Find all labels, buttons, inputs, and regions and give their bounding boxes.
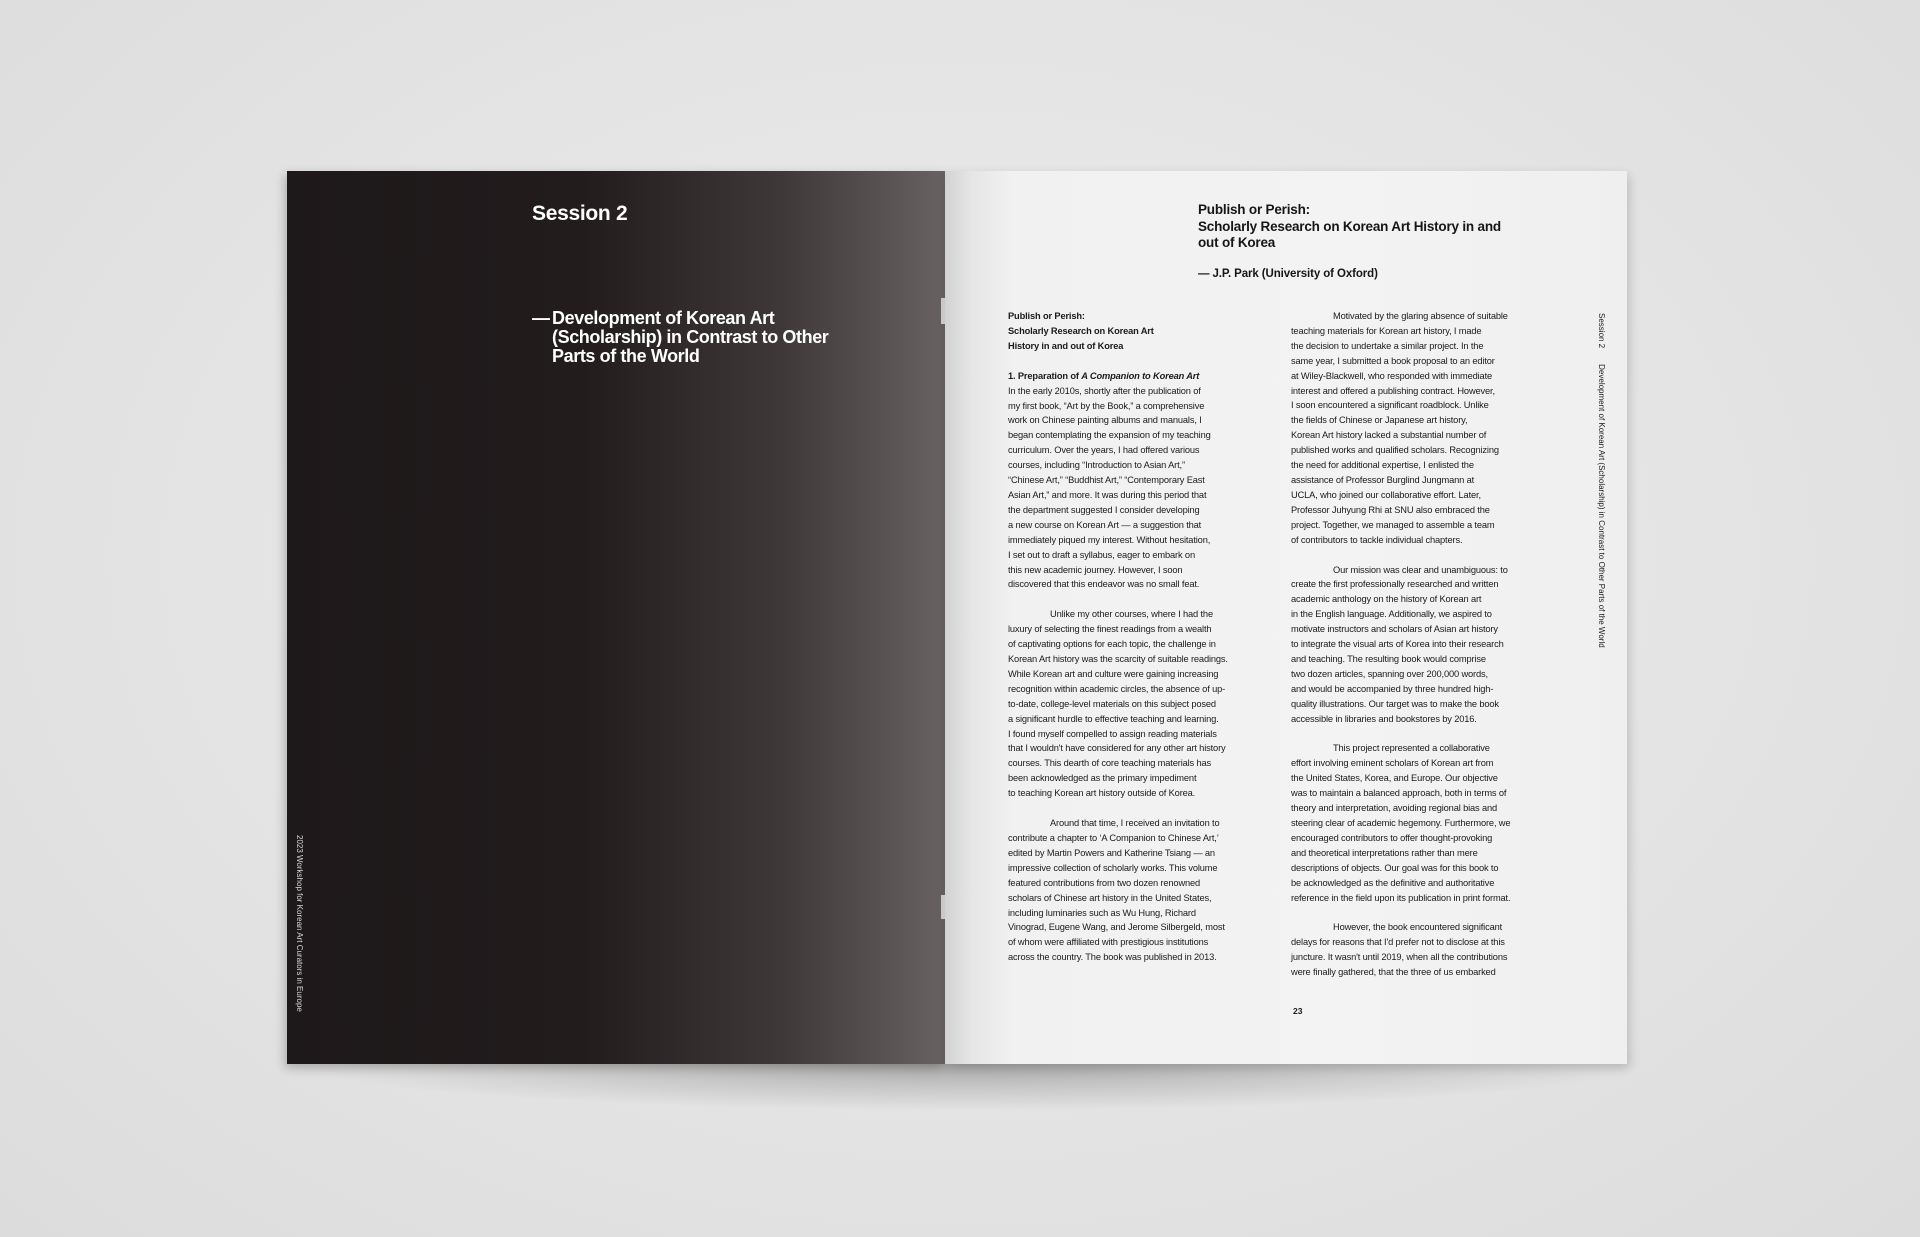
text-line: While Korean art and culture were gaining increasing: [1008, 668, 1219, 679]
text-line: courses. This dearth of core teaching materials has: [1008, 758, 1212, 769]
text-line: courses, including “Introduction to Asian Art,”: [1008, 460, 1185, 471]
text-line: This project represented a collaborative: [1333, 743, 1490, 754]
text-line: been acknowledged as the primary impediment: [1008, 773, 1197, 784]
text-line: to integrate the visual arts of Korea into their research: [1291, 639, 1504, 650]
paragraph: [1291, 563, 1563, 727]
page-number: 23: [1293, 1006, 1303, 1016]
text-line: be acknowledged as the definitive and authoritative: [1291, 877, 1495, 888]
text-line: I soon encountered a significant roadblock. Unlike: [1291, 400, 1489, 411]
page-edge-tab: [941, 298, 945, 324]
text-line: published works and qualified scholars. Recognizing: [1291, 445, 1499, 456]
text-line: reference in the field upon its publication in print format.: [1291, 892, 1511, 903]
text-line: steering clear of academic hegemony. Furthermore, we: [1291, 818, 1511, 828]
text-line: a new course on Korean Art — a suggestion that: [1008, 519, 1202, 530]
paragraph: [1008, 816, 1283, 965]
text-line: assistance of Professor Burglind Jungmann at: [1291, 474, 1475, 485]
text-line: In the early 2010s, shortly after the publication of: [1008, 385, 1201, 396]
text-line: Motivated by the glaring absence of suitable: [1333, 311, 1508, 321]
text-line: Vinograd, Eugene Wang, and Jerome Silbergeld, most: [1008, 922, 1225, 933]
spine-text-right: [1595, 313, 1607, 648]
text-line: the department suggested I consider developing: [1008, 504, 1200, 515]
left-page: [287, 171, 945, 1064]
text-line: recognition within academic circles, the absence of up-: [1008, 683, 1226, 694]
spine-session: Session 2: [1597, 313, 1606, 349]
article-author: — J.P. Park (University of Oxford): [1198, 268, 1378, 280]
text-line: scholars of Chinese art history in the United States,: [1008, 892, 1212, 903]
text-line: the decision to undertake a similar project. In the: [1291, 340, 1484, 351]
text-line: create the first professionally researched and written: [1291, 579, 1499, 590]
text-line: in the English language. Additionally, we aspired to: [1291, 609, 1492, 620]
text-line: curriculum. Over the years, I had offered various: [1008, 445, 1200, 456]
text-line: including luminaries such as Wu Hung, Richard: [1008, 907, 1196, 918]
text-line: descriptions of objects. Our goal was for this book to: [1291, 862, 1499, 873]
text-line: interest and offered a publishing contract. However,: [1291, 385, 1495, 396]
text-line: and teaching. The resulting book would comprise: [1291, 653, 1486, 664]
text-line: my first book, “Art by the Book,” a comprehensive: [1008, 400, 1205, 411]
text-line: I found myself compelled to assign reading materials: [1008, 728, 1217, 739]
text-line: Unlike my other courses, where I had the: [1050, 609, 1213, 620]
spine-chapter: Development of Korean Art (Scholarship) in Contrast to Other Parts of the World: [1597, 364, 1606, 648]
text-line: encouraged contributors to offer thought-provoking: [1291, 832, 1493, 843]
text-line: across the country. The book was published in 2013.: [1008, 952, 1217, 963]
text-line: teaching materials for Korean art history, I made: [1291, 325, 1482, 336]
text-line: two dozen articles, spanning over 200,000 words,: [1291, 668, 1488, 679]
text-line: at Wiley-Blackwell, who responded with immediate: [1291, 370, 1493, 381]
text-line: Around that time, I received an invitation to: [1050, 818, 1220, 829]
text-line: contribute a chapter to ‘A Companion to Chinese Art,’: [1008, 833, 1219, 843]
spine-text-left: 2023 Workshop for Korean Art Curators in Europe: [295, 835, 304, 1012]
text-line: of contributors to tackle individual chapters.: [1291, 534, 1463, 545]
text-line: I set out to draft a syllabus, eager to embark on: [1008, 549, 1195, 560]
text-line: Korean Art history lacked a substantial number of: [1291, 430, 1487, 441]
text-line: effort involving eminent scholars of Korean art from: [1291, 758, 1494, 769]
text-line: delays for reasons that I'd prefer not to disclose at this: [1291, 937, 1505, 948]
text-line: edited by Martin Powers and Katherine Tsiang — an: [1008, 847, 1215, 858]
paragraph: [1291, 920, 1563, 980]
chapter-heading-text: Development of Korean Art (Scholarship) in Contrast to Other Parts of the World: [552, 308, 829, 366]
article-title: Publish or Perish: Scholarly Research on Korean Art History in and out of Korea: [1198, 202, 1501, 250]
page-edge-tab: [941, 895, 945, 919]
text-line: and would be accompanied by three hundred high-: [1291, 683, 1494, 694]
paragraph: [1008, 384, 1283, 593]
section-heading: [1008, 369, 1283, 384]
text-line: featured contributions from two dozen renowned: [1008, 877, 1201, 888]
text-line: immediately piqued my interest. Without hesitation,: [1008, 534, 1211, 545]
text-line: to teaching Korean art history outside of Korea.: [1008, 788, 1196, 799]
text-line: project. Together, we managed to assemble a team: [1291, 519, 1495, 530]
text-line: “Chinese Art,” “Buddhist Art,” “Contemporary East: [1008, 475, 1205, 486]
paragraph: [1291, 741, 1563, 905]
text-line: Professor Juhyung Rhi at SNU also embraced the: [1291, 504, 1490, 515]
text-line: Asian Art,” and more. It was during this period that: [1008, 489, 1207, 500]
column-heading-line: History in and out of Korea: [1008, 340, 1124, 351]
text-column-right: [1291, 309, 1563, 980]
chapter-dash: —: [532, 308, 550, 328]
text-line: work on Chinese painting albums and manuals, I: [1008, 415, 1202, 426]
text-line: same year, I submitted a book proposal to an editor: [1291, 355, 1495, 366]
text-line: to-date, college-level materials on this subject posed: [1008, 698, 1216, 709]
text-line: were finally gathered, that the three of us embarked: [1291, 967, 1496, 978]
text-line: juncture. It wasn't until 2019, when all the contributions: [1291, 952, 1508, 963]
text-line: of captivating options for each topic, the challenge in: [1008, 639, 1216, 650]
text-line: quality illustrations. Our target was to make the book: [1291, 698, 1499, 709]
text-line: impressive collection of scholarly works. This volume: [1008, 862, 1218, 873]
text-line: academic anthology on the history of Korean art: [1291, 594, 1482, 605]
text-line: the need for additional expertise, I enlisted the: [1291, 460, 1474, 471]
column-heading-line: Publish or Perish:: [1008, 311, 1085, 321]
text-line: of whom were affiliated with prestigious institutions: [1008, 937, 1209, 948]
text-line: UCLA, who joined our collaborative effort. Later,: [1291, 489, 1481, 500]
text-line: was to maintain a balanced approach, both in terms of: [1291, 788, 1507, 799]
column-heading: [1008, 309, 1283, 354]
text-line: began contemplating the expansion of my teaching: [1008, 430, 1211, 441]
text-line: theory and interpretation, avoiding regional bias and: [1291, 803, 1498, 814]
text-line: this new academic journey. However, I soon: [1008, 564, 1183, 575]
section-book-title: A Companion to Korean Art: [1081, 370, 1200, 381]
text-line: Our mission was clear and unambiguous: to: [1333, 564, 1508, 575]
text-line: motivate instructors and scholars of Asian art history: [1291, 624, 1498, 635]
session-title: Session 2: [532, 202, 628, 225]
paragraph: [1291, 309, 1563, 548]
text-line: Korean Art history was the scarcity of suitable readings.: [1008, 654, 1228, 665]
paragraph: [1008, 607, 1283, 801]
text-line: the fields of Chinese or Japanese art history,: [1291, 415, 1468, 426]
text-line: luxury of selecting the finest readings from a wealth: [1008, 624, 1212, 635]
text-line: accessible in libraries and bookstores by 2016.: [1291, 713, 1477, 724]
section-number: 1. Preparation of: [1008, 370, 1082, 381]
chapter-heading: [532, 309, 872, 366]
text-line: and theoretical interpretations rather than mere: [1291, 847, 1478, 858]
text-line: a significant hurdle to effective teaching and learning.: [1008, 713, 1219, 724]
text-line: discovered that this endeavor was no small feat.: [1008, 579, 1200, 590]
text-line: the United States, Korea, and Europe. Our objective: [1291, 773, 1498, 784]
text-column-left: [1008, 309, 1283, 965]
column-heading-line: Scholarly Research on Korean Art: [1008, 325, 1154, 336]
text-line: However, the book encountered significant: [1333, 922, 1503, 933]
text-line: that I wouldn't have considered for any other art history: [1008, 743, 1226, 754]
